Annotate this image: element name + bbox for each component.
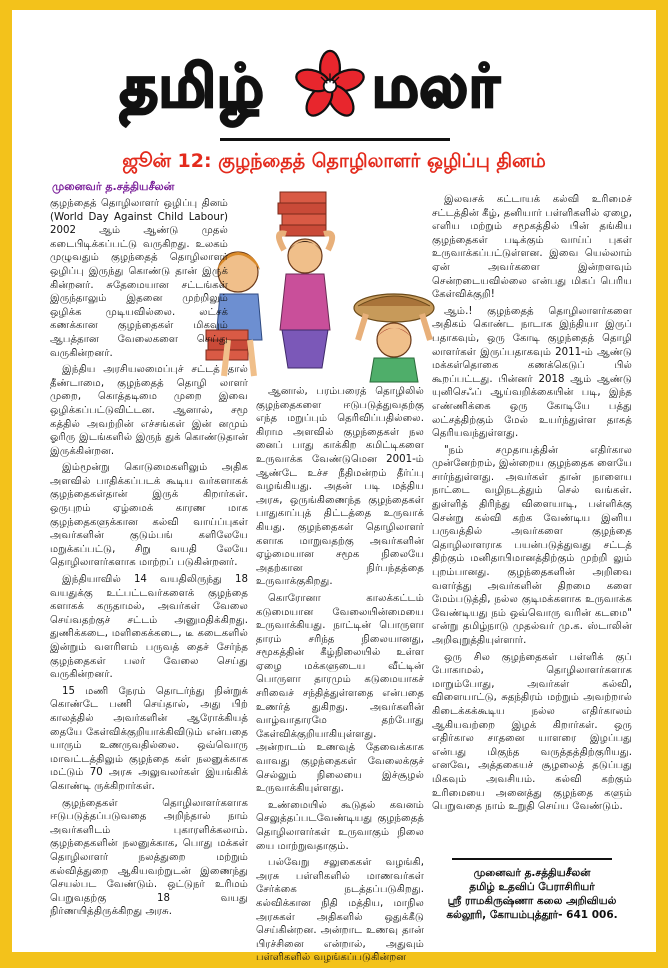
paragraph: ஆம்.! குழந்தைத் தொழிலாளர்களை அதிகம் கொண்ட நாடாக இந்தியா இருப் பதாகவும், ஒரு கோடி குழந்தைத் தொழி லாளர்கள் இருப்பதாகவும் 2011-ம் ஆண்டு மக்கள்தொகை கணக்கெடுப் பில் கூறப்பட்டது. பின்னர் 2018 ஆம் ஆண்டு யுனிசெஃப் ஆய்வறிக்கையின் படி, இந்த எண்ணிக்கை ஒரு கோடியே பத்து லட்சத்திற்கும் மேல் உயர்ந்துள்ள தாகத் தெரியவந்துள்ளது. (432, 305, 632, 440)
masthead (12, 46, 656, 134)
author-place: கல்லூரி, கோயம்புத்தூர்- 641 006. (446, 909, 618, 921)
masthead-word-malar: மலர் (372, 52, 501, 120)
article-column-2 (256, 385, 424, 968)
author-rule (452, 858, 612, 860)
paragraph: இந்தியாவில் 14 வயதிலிருந்து 18 வயதுக்கு உட்பட்டவர்களைக் குழந்தை களாகக் கருதாமல், அவர்கள் வேலை செய்வதற்குச் சட்டம் அனுமதிக்கிறது. துணிக்கடை, மளிகைக்கடை, டீ கடைகளில் இன்றும் வளரிளம் பருவத் தைச் சேர்ந்த குழந்தைகள் பலர் வேலை செய்து வருகின்றனர். (50, 574, 248, 681)
flower-logo-icon (294, 50, 366, 122)
paragraph: குழந்தைத் தொழிலாளர் ஒழிப்பு தினம் (World Day Against Child Labour) 2002 ஆம் ஆண்டு முதல் கடைபிடிக்கப்பட்டு வருகிறது. உலகம் முழுவதும் குழந்தைத் தொழிலாளர் ஒழிப்பு இருந்து கொண்டு தான் இருக் கின்றனர். சுதேமையான சட்டங்கள் இருந்தாலும் இதனை முற்றிலும் ஒழிக்க முடியவில்லை. லட்சக் கணக்கான குழந்தைகள் மிகவும் ஆபத்தான வேலைகளை செய்து வருகின்றனர். (50, 198, 228, 359)
masthead-word-tamil: தமிழ் (120, 52, 265, 120)
paragraph: கொரோனா காலக்கட்டம் கடுமையான வேலையின்மையை உருவாக்கியது. நாட்டின் பொருளா தாரம் சரிந்த நிலையானது, சமூகத்தின் கீழ்நிலையில் உள்ள ஏழை மக்களுடைய வீட்டின் பொருளா தாரமும் கடுமையாகச் சரிவைச் சந்தித்துள்ளதை என்பதை உணர்த் துகிறது. அவர்களின் வாழ்வாதாரமே தற்போது கேள்விக்குறியாகியுள்ளது. அன்றாடம் உணவுத் தேவைக்காக வாவது குழந்தைகள் வேலைக்குச் செல்லும் நிலையை இச்சூழல் உருவாக்கியுள்ளது. (256, 592, 424, 795)
author-name: முனைவர் த.சத்தியசீலன் (473, 867, 591, 879)
author-college: ஸ்ரீ ராமகிருஷ்ணா கலை அறிவியல் (447, 895, 617, 907)
article-column-3 (432, 193, 632, 817)
paragraph: உண்மையில் கூடுதல் கவனம் செலுத்தப்படவேண்டியது குழந்தைத் தொழிலாளர்கள் உருவாகும் நிலை யை மாற்றுவதாகும். (256, 799, 424, 852)
author-signature (432, 858, 632, 922)
paragraph: ஆனால், பரம்பரைத் தொழிலில் குழந்தைகளை ஈடுபடுத்துவதற்கு எந்த மறுப்பும் தெரிவிப்பதில்லை. கிராம அளவில் குழந்தைகள் நல னைப் பாது காக்கிற கமிட்டிகளை உருவாக்க வேண்டுமென 2001-ம் ஆண்டே உச்ச நீதிமன்றம் தீர்ப்பு வழங்கியது. அதன் படி மத்திய அரசு, ஒருங்கிணைந்த குழந்தைகள் பாதுகாப்புத் திட்டத்தை உருவாக் கியது. குழந்தைகள் தொழிலாளர் களாக மாறுவதற்கு அவர்களின் ஏழ்மையான சமூக நிலையே அதற்கான நிர்பந்தத்தை உருவாக்குகிறது. (256, 386, 424, 588)
paragraph: 15 மணி நேரம் தொடர்ந்து நின்றுக் கொண்டே பணி செய்தால், அது பிற் காலத்தில் அவர்களின் ஆரோக்கியத் தையே கேள்விக்குறியாக்கிவிடும் என்பதை யாரும் உணருவதில்லை. ஒவ்வொரு மாவட்டத்திலும் குழந்தை கள் நலனுக்காக மட்டும் 70 அரசு அலுவலர்கள் இயங்கிக் கொண்டி ருக்கிறார்கள். (50, 685, 248, 792)
paragraph: இந்திய அரசியலமைப்புச் சட்டத் தால் தீண்டாமை, குழந்தைத் தொழி லாளர் முறை, கொத்தடிமை முறை இவை ஒழிக்கப்பட்டுவிட்டன. ஆனால், சமூ கத்தில் அவற்றின் எச்சங்கள் இன் னமும் ஓரிரு இடங்களில் இருந் துக் கொண்டுதான் இருக்கின்றன. (50, 364, 248, 457)
masthead-rule (220, 138, 450, 141)
article-headline: ஜூன் 12: குழந்தைத் தொழிலாளர் ஒழிப்பு தினம் (122, 150, 546, 172)
article-byline: முனைவர் த.சத்தியசீலன் (52, 180, 175, 193)
paragraph: "நம் சமுதாயத்தின் எதிர்கால முன்னேற்றம், இன்றைய குழந்தைக ளையே சார்ந்துள்ளது. அவர்கள் தான் நாளைய நாட்டை வழிநடத்தும் செல் வங்கள். துள்ளித் திரிந்து விளையாடி, பள்ளிக்கு சென்று கல்வி கற்க வேண்டிய இனிய பருவத்தில் அவர்களை குழந்தை தொழிலாளராக பயன்படுத்துவது சட்டத் திற்கும் மனிதாபிமானத்திற்கும் முற்றி லும் புறம்பானது. குழந்தைகளின் அறிவை வளர்த்து அவர்களின் திறமை களை மேம்படுத்தி, நல்ல குடிமக்களாக உருவாக்க வேண்டியது நம் ஒவ்வொரு வரின் கடமை" என்று தமிழ்நாடு முதல்வர் மு.க. ஸ்டாலின் அறிவுறுத்தியுள்ளார். (432, 444, 632, 646)
paragraph: ஒரு சில குழந்தைகள் பள்ளிக் குப் போகாமல், தொழிலாளர்களாக மாறும்போது, அவர்கள் கல்வி, விளையாட்டு, சுதந்திரம் மற்றும் அவற்றால் கிடைக்கக்கூடிய நல்ல எதிர்காலம் ஆகியவற்றை இழக் கிறார்கள். ஒரு எதிர்கால சாதனை யாளரை இழப்பது என்பது மிகுந்த வருத்தத்திற்குரியது. எனவே, அத்தகையச் சூழலைத் தடுப்பது மிகவும் அவசியம். கல்வி கற்கும் உரிமையை அனைத்து குழந்தை களும் பெறுவதை நாம் உறுதி செய்ய வேண்டும். (432, 651, 632, 813)
paragraph: இலவசக் கட்டாயக் கல்வி உரிமைச் சட்டத்தின் கீழ், தனியார் பள்ளிகளில் ஏழை, எளிய மற்றும் சமூகத்தில் பின் தங்கிய குழந்தைகள் படிக்கும் வாய்ப் புகள் உருவாக்கப்பட்டுள்ளன. இவை யெல்லாம் ஏன் அவர்களை இன்றளவும் சென்றடையவில்லை என்பது மிகப் பெரிய கேள்விக்குறி! (432, 194, 632, 301)
paragraph: இம்மூன்று கொடுமைகளிலும் அதிக அளவில் பாதிக்கப்படக் கூடிய வர்களாகக் குழந்தைகள்தான் இருக் கிறார்கள். ஒருபுறம் ஏழ்மைக் காரண மாக குழந்தைகளுக்கான கல்வி வாய்ப்புகள் அவர்களின் குடும்பங் களிலேயே மறுக்கப்பட்டு, சிறு வயதி லேயே தொழிலாளர்களாக மாற்றப் படுகின்றனர். (50, 462, 248, 569)
author-title: தமிழ் உதவிப் பேராசிரியர் (469, 881, 595, 893)
newspaper-page (12, 10, 656, 964)
paragraph: குழந்தைகள் தொழிலாளர்களாக ஈடுபடுத்தப்படுவதை அறிந்தால் நாம் அவர்களிடம் புகாரளிக்கலாம். குழந்தைகளின் நலனுக்காக, பொது மக்கள் தொழிலாளர் நலத்துறை மற்றும் கல்வித்துறை ஆகியவற்றுடன் இணைந்து செயல்பட வேண்டும். ஒட்டுநர் உரிமம் பெறுவதற்கு 18 வயது நிர்ணயித்திருக்கிறது அரசு. (50, 797, 248, 918)
paragraph: பல்வேறு சலுகைகள் வழங்கி, அரசு பள்ளிகளில் மாணவர்கள் சேர்க்கை நடத்தப்படுகிறது. கல்விக்கான நிதி மத்திய, மாநில அரசுகள் அதிகளில் ஒதுக்கீடு செய்கின்றன. அன்றாட உணவு தான் பிரச்சினை என்றால், அதுவும் பள்ளிகளில் வழங்கப்படுகின்றன (256, 857, 424, 964)
article-column-1 (50, 197, 248, 922)
